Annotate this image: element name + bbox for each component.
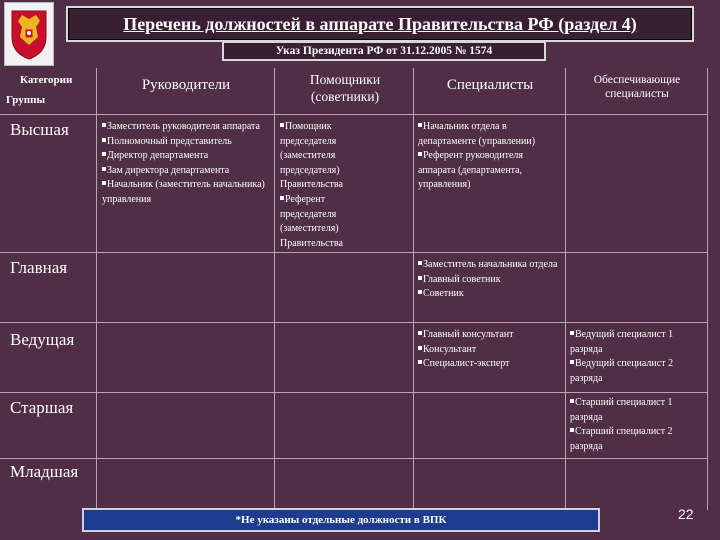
- leading-specialists-list: [418, 328, 562, 372]
- list-item: Старший специалист 2 разряда: [570, 426, 673, 452]
- header-groups: Группы: [6, 94, 46, 106]
- list-item: Заместитель начальника отдела: [418, 258, 558, 273]
- group-main: Главная: [10, 258, 68, 277]
- list-item: Зам директора департамента: [102, 164, 272, 179]
- list-item: Полномочный представитель: [102, 135, 272, 150]
- group-highest: Высшая: [10, 120, 69, 139]
- leading-support-list: [570, 328, 704, 386]
- highest-leaders-list: [102, 120, 272, 208]
- header-support-specialists: Обеспечивающие специалисты: [593, 74, 681, 101]
- list-item: Специалист-эксперт: [418, 357, 562, 372]
- list-item: Заместитель руководителя аппарата: [102, 120, 272, 135]
- list-item: Директор департамента: [102, 149, 272, 164]
- page-title: Перечень должностей в аппарате Правительства РФ (раздел 4): [123, 13, 637, 34]
- list-item: Помощник председателя (заместителя председателя) Правительства: [280, 121, 343, 191]
- header-categories: Категории: [20, 74, 73, 86]
- footnote-text: *Не указаны отдельные должности в ВПК: [235, 514, 447, 526]
- list-item: Начальник отдела в департаменте (управлении): [418, 121, 536, 147]
- header-assistants: Помощники (советники): [309, 72, 381, 104]
- page-number: 22: [678, 506, 694, 522]
- header-leaders: Руководители: [141, 77, 231, 93]
- header-specialists: Специалисты: [446, 77, 534, 93]
- coat-of-arms-icon: [4, 2, 54, 66]
- page-subtitle: Указ Президента РФ от 31.12.2005 № 1574: [275, 45, 493, 57]
- group-leading: Ведущая: [10, 330, 75, 349]
- group-junior: Младшая: [10, 462, 79, 481]
- subtitle-banner: [222, 41, 546, 61]
- list-item: Референт руководителя аппарата (департамента, управления): [418, 150, 523, 191]
- footnote-banner: [82, 508, 600, 532]
- group-senior: Старшая: [10, 398, 74, 417]
- title-banner: [66, 6, 694, 42]
- list-item: Главный советник: [418, 273, 558, 288]
- highest-specialists-list: [418, 120, 558, 193]
- list-item: Ведущий специалист 1 разряда: [570, 329, 674, 355]
- list-item: Советник: [418, 287, 558, 302]
- list-item: Консультант: [418, 343, 562, 358]
- list-item: Референт председателя (заместителя) Правительства: [280, 193, 343, 249]
- list-item: Начальник (заместитель начальника) управления: [102, 179, 265, 205]
- list-item: Старший специалист 1 разряда: [570, 397, 673, 423]
- highest-assistants-list: [280, 120, 370, 251]
- list-item: Главный консультант: [418, 328, 562, 343]
- list-item: Ведущий специалист 2 разряда: [570, 358, 674, 384]
- main-specialists-list: [418, 258, 558, 302]
- senior-support-list: [570, 396, 704, 454]
